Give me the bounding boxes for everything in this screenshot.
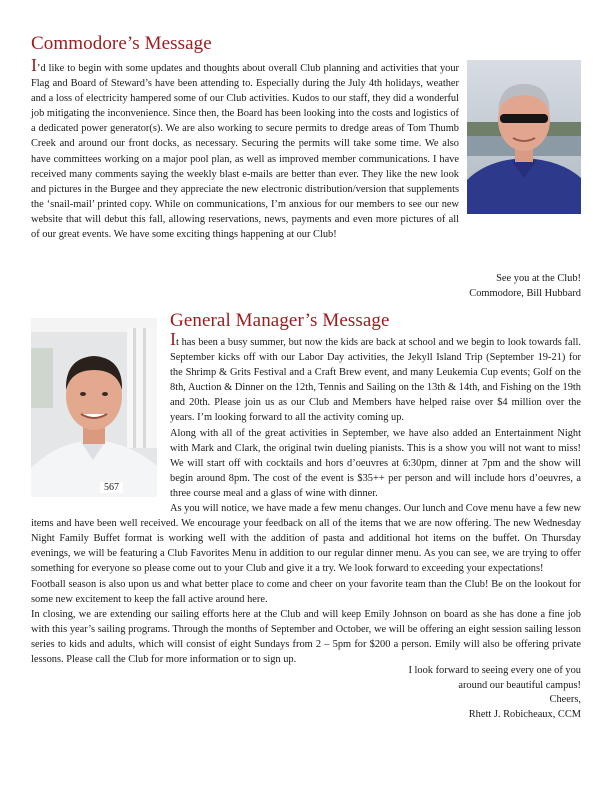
gm-paragraph-3: As you will notice, we have made a few menu changes. Our lunch and Cove menu have a few new items and have been well received. We encourage your feedback on all of the items that we are now offering. The new Wednesday Night Family Buffet format is working well with the addition of pasta and additional hot items on the buffet. On Thursday evenings, we will be featuring a Club Favorites Menu in addition to our regular dinner menu. As you can see, we are trying to offer something for everyone so please come out to your Club and give it a try. We look forward to exceeding your expectations! <box>31 503 581 575</box>
gm-paragraph-2: Along with all of the great activities in September, we have also added an Entertainment Night with Mark and Clark, the original twin dueling pianists. This is a show you will not want to miss! We will start off with cocktails and hors d’oeuvres at 6:30pm, dinner at 7pm and the show will begin around 8pm. The cost of the event is $35++ per person and will include hors d’oeuvres, a three course meal and a glass of wine with dinner. <box>170 427 581 499</box>
gm-signature-block <box>408 664 581 722</box>
gm-message <box>31 329 581 667</box>
commodore-message <box>31 55 581 242</box>
gm-dropcap: I <box>170 329 176 349</box>
commodore-body-content: ’d like to begin with some updates and thoughts about overall Club planning and activities that your Flag and Board of Steward’s have been attending to. Especially during the July 4th holidays, weather and a loss of electricity hampered some of our Club activities. Kudos to our staff, they did a wonderful job mitigating the inconvenience. Since then, the Board has been looking into the costs and logistics of a dedicated power generator(s). We are also working to secure permits to dredge areas of Tom Thumb Creek and around our front docks, as necessary. Securing the permits will take some time. We also have committees working on a major pool plan, as well as improved member communications. I have received many comments saying the weekly blast e-mails are better than ever. They like the new look and pictures in the Burgee and they appreciate the new electronic distribution/version that supplements the ‘snail-mail’ printed copy. While on communications, I’m anxious for our members to see our new website that will debut this fall, allowing reservations, news, payments and even more pictures of all of our great events. We have some exciting things happening at our Club! <box>31 63 459 241</box>
gm-signoff-line-1: I look forward to seeing every one of you <box>408 665 581 676</box>
gm-signoff-line-2: around our beautiful campus! <box>458 679 581 691</box>
commodore-signoff: See you at the Club! <box>496 273 581 284</box>
gm-signoff-line-3: Cheers, <box>549 694 581 705</box>
gm-paragraph-4: Football season is also upon us and what better place to come and cheer on your favorite team than the Club! Be on the lookout for some new excitement to keep the fall active around here. <box>31 578 581 605</box>
gm-photo-label: 567 <box>100 482 123 493</box>
gm-paragraph-1-content: t has been a busy summer, but now the kids are back at school and we begin to look towards fall. September kicks off with our Labor Day activities, the Jekyll Island Trip (September 19-21) for the Shrimp & Grits Festival and a Craft Brew event, and many Leukemia Cup events; Golf on the 8th, Auction & Dinner on the 12th, Tennis and Sailing on the 13th & 14th, and Fishing on the 19th and 20th. Please join us as our Club and Members have helped raise over $4 million over the years. I’m looking forward to all the activity coming up. <box>170 337 581 424</box>
gm-signature: Rhett J. Robicheaux, CCM <box>468 708 581 720</box>
gm-paragraph-5: In closing, we are extending our sailing efforts here at the Club and will keep Emily Johnson on board as she has done a fine job with this year’s sailing programs. Through the months of September and October, we will be offering an eight session sailing lesson series to kids and adults, which will consist of eight Sundays from 2 – 5pm for $200 a person. Emily will also be offering private lessons. Please call the Club for more information or to sign up. <box>31 608 581 665</box>
gm-heading: General Manager’s Message <box>170 310 390 331</box>
commodore-signature-block <box>469 272 581 301</box>
commodore-dropcap: I <box>31 55 37 75</box>
commodore-heading: Commodore’s Message <box>31 33 212 54</box>
gm-photo-spacer <box>31 334 170 512</box>
commodore-signature: Commodore, Bill Hubbard <box>469 287 581 299</box>
commodore-photo <box>467 60 581 214</box>
